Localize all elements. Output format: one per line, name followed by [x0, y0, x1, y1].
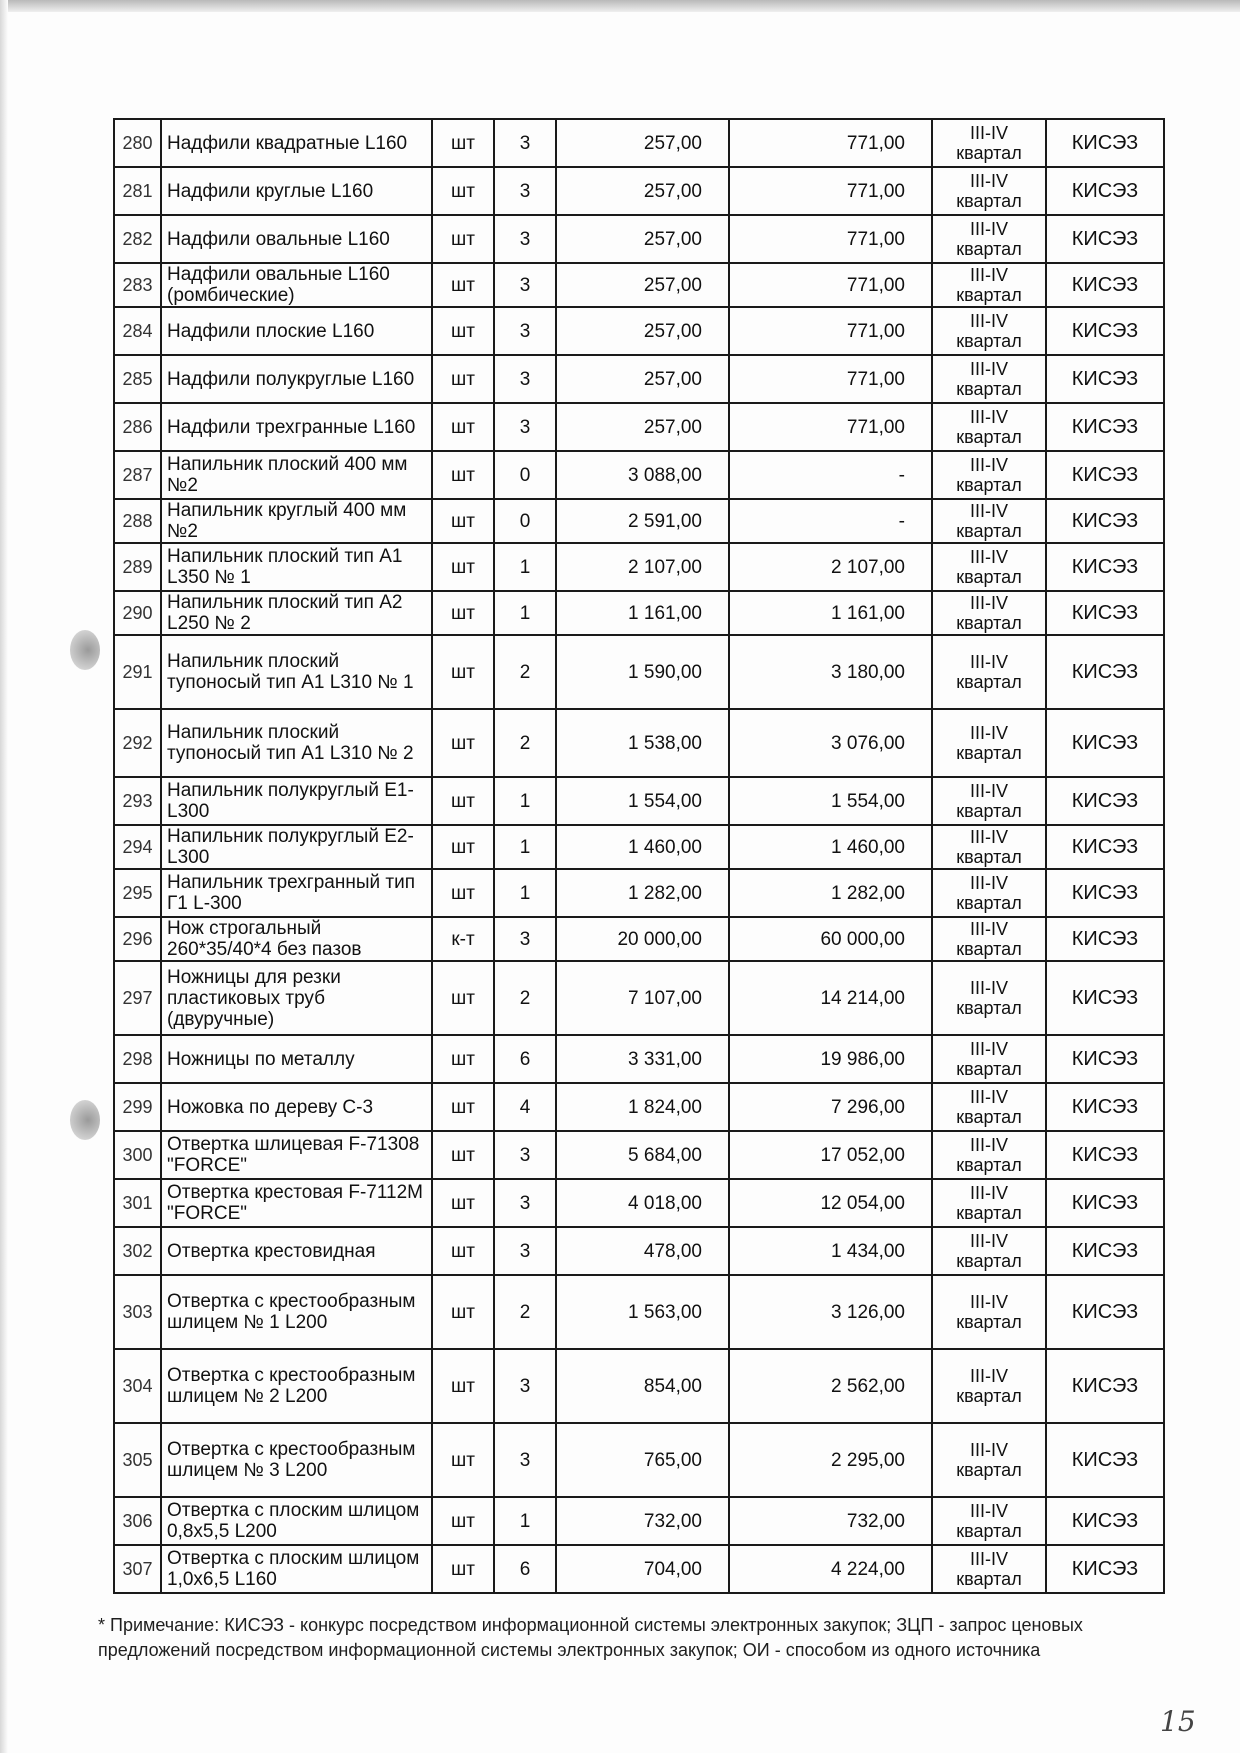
scan-left-shadow: [0, 0, 8, 1753]
cell-qty: 2: [494, 961, 556, 1035]
cell-qty: 1: [494, 777, 556, 825]
cell-num: 296: [114, 917, 161, 961]
cell-period: III-IV квартал: [932, 263, 1046, 307]
cell-qty: 4: [494, 1083, 556, 1131]
cell-name: Отвертка с плоским шлицом 0,8х5,5 L200: [161, 1497, 432, 1545]
cell-price: 4 018,00: [556, 1179, 729, 1227]
cell-name: Напильник круглый 400 мм №2: [161, 499, 432, 543]
table-row: [114, 1497, 1164, 1545]
table-row: [114, 499, 1164, 543]
cell-qty: 6: [494, 1545, 556, 1593]
cell-qty: 1: [494, 591, 556, 635]
cell-price: 478,00: [556, 1227, 729, 1275]
cell-name: Отвертка шлицевая F-71308 "FORCE": [161, 1131, 432, 1179]
cell-qty: 3: [494, 355, 556, 403]
cell-qty: 2: [494, 1275, 556, 1349]
table-row: [114, 1227, 1164, 1275]
cell-unit: шт: [432, 709, 494, 777]
cell-name: Напильник плоский тупоносый тип А1 L310 № 1: [161, 635, 432, 709]
cell-unit: шт: [432, 1083, 494, 1131]
cell-price: 1 554,00: [556, 777, 729, 825]
cell-name: Надфили плоские L160: [161, 307, 432, 355]
cell-price: 3 331,00: [556, 1035, 729, 1083]
cell-name: Нож строгальный 260*35/40*4 без пазов: [161, 917, 432, 961]
page-number: 15: [1160, 1705, 1196, 1738]
cell-period: III-IV квартал: [932, 499, 1046, 543]
cell-price: 257,00: [556, 215, 729, 263]
table-row: [114, 1179, 1164, 1227]
cell-price: 1 590,00: [556, 635, 729, 709]
cell-unit: шт: [432, 825, 494, 869]
cell-qty: 2: [494, 709, 556, 777]
cell-method: КИСЭЗ: [1046, 1497, 1164, 1545]
cell-qty: 6: [494, 1035, 556, 1083]
cell-sum: 1 554,00: [729, 777, 932, 825]
cell-price: 1 161,00: [556, 591, 729, 635]
cell-sum: 1 460,00: [729, 825, 932, 869]
cell-name: Отвертка с крестообразным шлицем № 1 L200: [161, 1275, 432, 1349]
cell-sum: 1 282,00: [729, 869, 932, 917]
table-row: [114, 215, 1164, 263]
cell-period: III-IV квартал: [932, 1497, 1046, 1545]
table-row: [114, 543, 1164, 591]
scan-top-edge: [0, 0, 1240, 12]
cell-sum: 2 562,00: [729, 1349, 932, 1423]
cell-qty: 3: [494, 1423, 556, 1497]
table-row: [114, 307, 1164, 355]
cell-method: КИСЭЗ: [1046, 167, 1164, 215]
cell-price: 2 591,00: [556, 499, 729, 543]
cell-price: 257,00: [556, 263, 729, 307]
cell-name: Напильник полукруглый Е1-L300: [161, 777, 432, 825]
cell-price: 704,00: [556, 1545, 729, 1593]
cell-price: 1 282,00: [556, 869, 729, 917]
cell-period: III-IV квартал: [932, 777, 1046, 825]
cell-num: 292: [114, 709, 161, 777]
cell-price: 5 684,00: [556, 1131, 729, 1179]
cell-num: 306: [114, 1497, 161, 1545]
cell-method: КИСЭЗ: [1046, 777, 1164, 825]
cell-method: КИСЭЗ: [1046, 1131, 1164, 1179]
cell-num: 291: [114, 635, 161, 709]
cell-qty: 0: [494, 451, 556, 499]
cell-name: Надфили круглые L160: [161, 167, 432, 215]
cell-price: 20 000,00: [556, 917, 729, 961]
cell-unit: к-т: [432, 917, 494, 961]
cell-qty: 3: [494, 1349, 556, 1423]
cell-name: Напильник плоский тупоносый тип А1 L310 № 2: [161, 709, 432, 777]
cell-name: Напильник плоский тип А1 L350 № 1: [161, 543, 432, 591]
cell-period: III-IV квартал: [932, 1227, 1046, 1275]
cell-num: 288: [114, 499, 161, 543]
cell-num: 303: [114, 1275, 161, 1349]
cell-unit: шт: [432, 869, 494, 917]
table-row: [114, 917, 1164, 961]
cell-sum: 771,00: [729, 403, 932, 451]
table-row: [114, 355, 1164, 403]
cell-price: 1 460,00: [556, 825, 729, 869]
cell-method: КИСЭЗ: [1046, 1227, 1164, 1275]
cell-unit: шт: [432, 215, 494, 263]
table-row: [114, 1349, 1164, 1423]
cell-num: 298: [114, 1035, 161, 1083]
cell-method: КИСЭЗ: [1046, 499, 1164, 543]
cell-sum: -: [729, 499, 932, 543]
cell-period: III-IV квартал: [932, 451, 1046, 499]
cell-period: III-IV квартал: [932, 961, 1046, 1035]
cell-sum: 60 000,00: [729, 917, 932, 961]
cell-name: Надфили квадратные L160: [161, 119, 432, 167]
cell-qty: 3: [494, 215, 556, 263]
cell-num: 282: [114, 215, 161, 263]
table-row: [114, 1423, 1164, 1497]
cell-method: КИСЭЗ: [1046, 403, 1164, 451]
cell-name: Надфили овальные L160: [161, 215, 432, 263]
cell-period: III-IV квартал: [932, 119, 1046, 167]
cell-method: КИСЭЗ: [1046, 119, 1164, 167]
cell-period: III-IV квартал: [932, 215, 1046, 263]
cell-sum: 2 107,00: [729, 543, 932, 591]
cell-sum: 4 224,00: [729, 1545, 932, 1593]
cell-price: 2 107,00: [556, 543, 729, 591]
cell-name: Отвертка крестовидная: [161, 1227, 432, 1275]
cell-qty: 1: [494, 543, 556, 591]
cell-period: III-IV квартал: [932, 1275, 1046, 1349]
cell-price: 1 563,00: [556, 1275, 729, 1349]
cell-qty: 3: [494, 119, 556, 167]
cell-period: III-IV квартал: [932, 917, 1046, 961]
cell-method: КИСЭЗ: [1046, 355, 1164, 403]
cell-num: 295: [114, 869, 161, 917]
cell-period: III-IV квартал: [932, 1035, 1046, 1083]
cell-name: Надфили овальные L160 (ромбические): [161, 263, 432, 307]
cell-name: Надфили полукруглые L160: [161, 355, 432, 403]
cell-sum: 1 434,00: [729, 1227, 932, 1275]
cell-period: III-IV квартал: [932, 307, 1046, 355]
cell-price: 765,00: [556, 1423, 729, 1497]
cell-sum: 12 054,00: [729, 1179, 932, 1227]
cell-unit: шт: [432, 307, 494, 355]
cell-sum: 771,00: [729, 215, 932, 263]
cell-sum: 3 076,00: [729, 709, 932, 777]
table-row: [114, 1083, 1164, 1131]
cell-qty: 3: [494, 167, 556, 215]
table-row: [114, 635, 1164, 709]
cell-price: 257,00: [556, 307, 729, 355]
cell-qty: 3: [494, 1179, 556, 1227]
cell-qty: 1: [494, 1497, 556, 1545]
table-row: [114, 263, 1164, 307]
table-row: [114, 825, 1164, 869]
cell-name: Напильник плоский 400 мм №2: [161, 451, 432, 499]
cell-name: Отвертка с крестообразным шлицем № 2 L200: [161, 1349, 432, 1423]
cell-period: III-IV квартал: [932, 355, 1046, 403]
cell-period: III-IV квартал: [932, 1349, 1046, 1423]
cell-num: 281: [114, 167, 161, 215]
cell-method: КИСЭЗ: [1046, 635, 1164, 709]
cell-period: III-IV квартал: [932, 709, 1046, 777]
cell-name: Ножницы по металлу: [161, 1035, 432, 1083]
cell-method: КИСЭЗ: [1046, 709, 1164, 777]
table-row: [114, 777, 1164, 825]
cell-price: 257,00: [556, 403, 729, 451]
cell-num: 290: [114, 591, 161, 635]
cell-unit: шт: [432, 451, 494, 499]
cell-name: Надфили трехгранные L160: [161, 403, 432, 451]
cell-method: КИСЭЗ: [1046, 1179, 1164, 1227]
table-row: [114, 403, 1164, 451]
procurement-table: [113, 118, 1165, 1594]
cell-price: 854,00: [556, 1349, 729, 1423]
cell-unit: шт: [432, 777, 494, 825]
cell-qty: 0: [494, 499, 556, 543]
cell-unit: шт: [432, 499, 494, 543]
cell-sum: 771,00: [729, 263, 932, 307]
cell-sum: 3 180,00: [729, 635, 932, 709]
table-row: [114, 451, 1164, 499]
cell-unit: шт: [432, 1497, 494, 1545]
cell-qty: 3: [494, 1131, 556, 1179]
cell-price: 732,00: [556, 1497, 729, 1545]
cell-sum: 1 161,00: [729, 591, 932, 635]
table-row: [114, 869, 1164, 917]
cell-period: III-IV квартал: [932, 869, 1046, 917]
cell-unit: шт: [432, 543, 494, 591]
cell-sum: 771,00: [729, 307, 932, 355]
cell-unit: шт: [432, 1227, 494, 1275]
cell-num: 301: [114, 1179, 161, 1227]
cell-unit: шт: [432, 1545, 494, 1593]
cell-qty: 1: [494, 869, 556, 917]
cell-num: 305: [114, 1423, 161, 1497]
cell-qty: 3: [494, 917, 556, 961]
cell-name: Отвертка с плоским шлицом 1,0х6,5 L160: [161, 1545, 432, 1593]
table-row: [114, 1035, 1164, 1083]
cell-sum: 7 296,00: [729, 1083, 932, 1131]
footnote: * Примечание: КИСЭЗ - конкурс посредством информационной системы электронных закупок; ЗЦП - запрос ценовых предложений посредством информационной системы электронных закупок; ОИ - способом из одного источника: [98, 1615, 1083, 1660]
cell-unit: шт: [432, 961, 494, 1035]
cell-method: КИСЭЗ: [1046, 869, 1164, 917]
cell-price: 7 107,00: [556, 961, 729, 1035]
cell-unit: шт: [432, 355, 494, 403]
cell-method: КИСЭЗ: [1046, 917, 1164, 961]
cell-num: 307: [114, 1545, 161, 1593]
cell-name: Ножовка по дереву С-3: [161, 1083, 432, 1131]
cell-method: КИСЭЗ: [1046, 543, 1164, 591]
cell-period: III-IV квартал: [932, 1083, 1046, 1131]
cell-num: 286: [114, 403, 161, 451]
cell-num: 280: [114, 119, 161, 167]
table-row: [114, 709, 1164, 777]
table-row: [114, 591, 1164, 635]
cell-name: Напильник полукруглый Е2-L300: [161, 825, 432, 869]
cell-unit: шт: [432, 591, 494, 635]
cell-unit: шт: [432, 1349, 494, 1423]
cell-name: Напильник трехгранный тип Г1 L-300: [161, 869, 432, 917]
cell-qty: 3: [494, 263, 556, 307]
cell-sum: 771,00: [729, 167, 932, 215]
cell-num: 293: [114, 777, 161, 825]
cell-unit: шт: [432, 119, 494, 167]
cell-sum: 771,00: [729, 119, 932, 167]
cell-sum: -: [729, 451, 932, 499]
punch-hole: [70, 1100, 100, 1140]
cell-name: Отвертка с крестообразным шлицем № 3 L200: [161, 1423, 432, 1497]
cell-unit: шт: [432, 1131, 494, 1179]
table-row: [114, 961, 1164, 1035]
cell-num: 302: [114, 1227, 161, 1275]
cell-period: III-IV квартал: [932, 167, 1046, 215]
cell-sum: 17 052,00: [729, 1131, 932, 1179]
cell-method: КИСЭЗ: [1046, 1035, 1164, 1083]
cell-period: III-IV квартал: [932, 1545, 1046, 1593]
table-row: [114, 119, 1164, 167]
cell-unit: шт: [432, 167, 494, 215]
cell-unit: шт: [432, 1275, 494, 1349]
cell-method: КИСЭЗ: [1046, 961, 1164, 1035]
cell-method: КИСЭЗ: [1046, 825, 1164, 869]
cell-price: 3 088,00: [556, 451, 729, 499]
cell-method: КИСЭЗ: [1046, 451, 1164, 499]
cell-qty: 3: [494, 1227, 556, 1275]
cell-unit: шт: [432, 635, 494, 709]
cell-sum: 771,00: [729, 355, 932, 403]
cell-price: 1 824,00: [556, 1083, 729, 1131]
cell-method: КИСЭЗ: [1046, 215, 1164, 263]
cell-price: 257,00: [556, 167, 729, 215]
cell-num: 300: [114, 1131, 161, 1179]
cell-unit: шт: [432, 1423, 494, 1497]
cell-period: III-IV квартал: [932, 403, 1046, 451]
cell-unit: шт: [432, 1179, 494, 1227]
cell-name: Ножницы для резки пластиковых труб (двуручные): [161, 961, 432, 1035]
cell-qty: 3: [494, 403, 556, 451]
table-row: [114, 1131, 1164, 1179]
cell-qty: 1: [494, 825, 556, 869]
table-row: [114, 1275, 1164, 1349]
cell-sum: 14 214,00: [729, 961, 932, 1035]
cell-name: Отвертка крестовая F-7112M "FORCE": [161, 1179, 432, 1227]
table-row: [114, 1545, 1164, 1593]
cell-period: III-IV квартал: [932, 1131, 1046, 1179]
cell-price: 257,00: [556, 119, 729, 167]
cell-sum: 2 295,00: [729, 1423, 932, 1497]
cell-period: III-IV квартал: [932, 635, 1046, 709]
cell-qty: 2: [494, 635, 556, 709]
cell-method: КИСЭЗ: [1046, 1083, 1164, 1131]
cell-price: 257,00: [556, 355, 729, 403]
cell-period: III-IV квартал: [932, 591, 1046, 635]
cell-num: 287: [114, 451, 161, 499]
cell-num: 297: [114, 961, 161, 1035]
cell-method: КИСЭЗ: [1046, 591, 1164, 635]
cell-method: КИСЭЗ: [1046, 1545, 1164, 1593]
cell-unit: шт: [432, 403, 494, 451]
cell-num: 299: [114, 1083, 161, 1131]
cell-num: 285: [114, 355, 161, 403]
cell-period: III-IV квартал: [932, 825, 1046, 869]
cell-method: КИСЭЗ: [1046, 263, 1164, 307]
cell-num: 284: [114, 307, 161, 355]
cell-num: 294: [114, 825, 161, 869]
cell-num: 289: [114, 543, 161, 591]
cell-name: Напильник плоский тип А2 L250 № 2: [161, 591, 432, 635]
cell-num: 283: [114, 263, 161, 307]
cell-sum: 732,00: [729, 1497, 932, 1545]
punch-hole: [70, 630, 100, 670]
table-row: [114, 167, 1164, 215]
cell-method: КИСЭЗ: [1046, 307, 1164, 355]
cell-sum: 19 986,00: [729, 1035, 932, 1083]
cell-method: КИСЭЗ: [1046, 1349, 1164, 1423]
cell-period: III-IV квартал: [932, 1179, 1046, 1227]
cell-method: КИСЭЗ: [1046, 1423, 1164, 1497]
cell-sum: 3 126,00: [729, 1275, 932, 1349]
cell-unit: шт: [432, 263, 494, 307]
cell-qty: 3: [494, 307, 556, 355]
cell-price: 1 538,00: [556, 709, 729, 777]
cell-period: III-IV квартал: [932, 1423, 1046, 1497]
cell-unit: шт: [432, 1035, 494, 1083]
cell-period: III-IV квартал: [932, 543, 1046, 591]
cell-num: 304: [114, 1349, 161, 1423]
cell-method: КИСЭЗ: [1046, 1275, 1164, 1349]
